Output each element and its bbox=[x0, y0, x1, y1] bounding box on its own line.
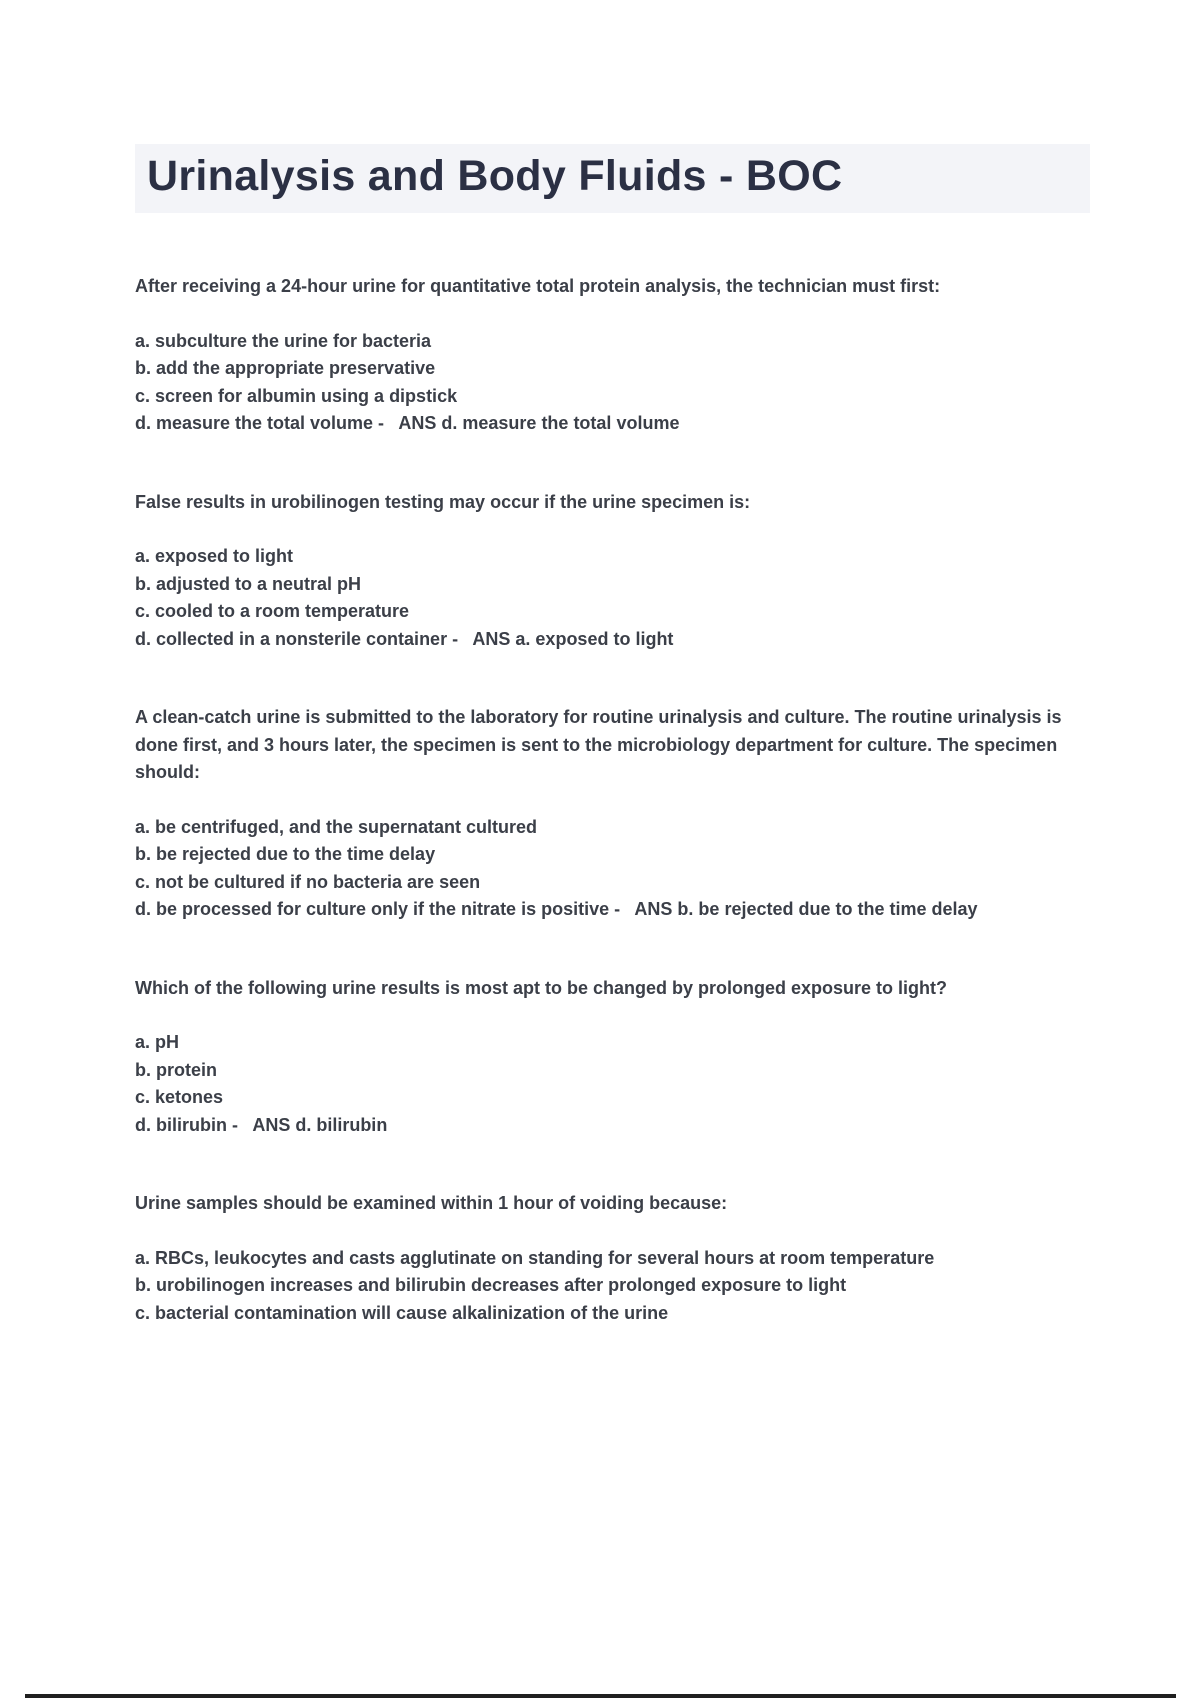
option-line: c. screen for albumin using a dipstick bbox=[135, 385, 458, 406]
question-block bbox=[135, 1190, 1090, 1327]
option-line: b. protein bbox=[135, 1059, 217, 1080]
question-text: A clean-catch urine is submitted to the laboratory for routine urinalysis and culture. The routine urinalysis is done first, and 3 hours later, the specimen is sent to the microbiology department for culture. The specimen should: bbox=[135, 707, 1067, 782]
option-line: c. bacterial contamination will cause alkalinization of the urine bbox=[135, 1302, 669, 1323]
question-block bbox=[135, 489, 1090, 654]
option-line-with-answer: d. be processed for culture only if the nitrate is positive - ANS b. be rejected due to the time delay bbox=[135, 899, 978, 919]
question-block bbox=[135, 704, 1090, 924]
page-bottom-divider bbox=[25, 1694, 1176, 1698]
option-line-with-answer: d. collected in a nonsterile container - ANS a. exposed to light bbox=[135, 628, 674, 649]
option-line: c. not be cultured if no bacteria are seen bbox=[135, 871, 481, 892]
question-text: After receiving a 24-hour urine for quantitative total protein analysis, the technician must first: bbox=[135, 276, 941, 296]
question-block bbox=[135, 975, 1090, 1140]
option-line: b. adjusted to a neutral pH bbox=[135, 573, 362, 594]
question-block bbox=[135, 273, 1090, 438]
document-content bbox=[135, 144, 1090, 1378]
option-line: a. subculture the urine for bacteria bbox=[135, 330, 432, 351]
page-title: Urinalysis and Body Fluids - BOC bbox=[135, 144, 1090, 213]
option-line: a. be centrifuged, and the supernatant cultured bbox=[135, 816, 538, 837]
option-line-with-answer: d. measure the total volume - ANS d. measure the total volume bbox=[135, 413, 680, 433]
option-line: a. RBCs, leukocytes and casts agglutinate on standing for several hours at room temperature bbox=[135, 1247, 935, 1268]
option-line: b. urobilinogen increases and bilirubin decreases after prolonged exposure to light bbox=[135, 1275, 847, 1295]
option-line: b. add the appropriate preservative bbox=[135, 358, 436, 378]
option-line: c. cooled to a room temperature bbox=[135, 601, 410, 621]
option-line-with-answer: d. bilirubin - ANS d. bilirubin bbox=[135, 1114, 388, 1135]
option-line: a. pH bbox=[135, 1032, 180, 1052]
question-text: Urine samples should be examined within 1 hour of voiding because: bbox=[135, 1193, 728, 1213]
option-line: b. be rejected due to the time delay bbox=[135, 844, 436, 864]
option-line: c. ketones bbox=[135, 1087, 224, 1107]
option-line: a. exposed to light bbox=[135, 546, 294, 566]
question-text: False results in urobilinogen testing may occur if the urine specimen is: bbox=[135, 491, 751, 512]
question-text: Which of the following urine results is most apt to be changed by prolonged exposure to light? bbox=[135, 977, 948, 998]
